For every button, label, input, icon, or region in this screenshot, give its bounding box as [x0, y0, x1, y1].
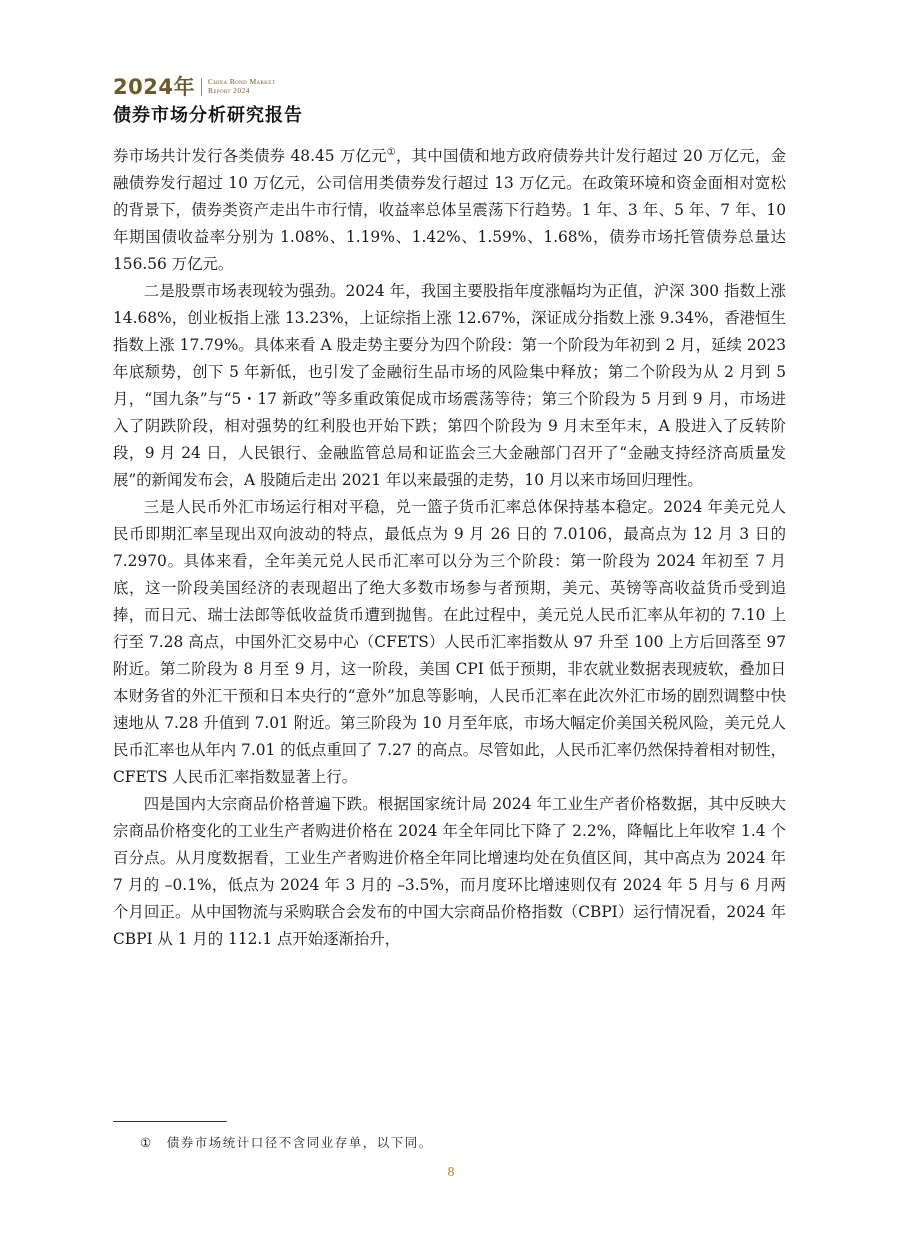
page-header: [113, 72, 303, 127]
footnote-divider: [113, 1121, 227, 1122]
footnote-text: 债券市场统计口径不含同业存单，以下同。: [166, 1135, 433, 1150]
paragraph-bond-market-text: 券市场共计发行各类债券 48.45 万亿元: [113, 147, 387, 165]
footnote-reference[interactable]: ①: [386, 146, 396, 158]
page-number: 8: [447, 1165, 455, 1180]
brand-row: [113, 72, 303, 98]
main-content: [113, 143, 786, 953]
paragraph-bond-market-text-cont: ，其中国债和地方政府债券共计发行超过 20 万亿元，金融债券发行超过 10 万亿元，公司信用类债券发行超过 13 万亿元。在政策环境和资金面相对宽松的背景下，债券类资产走出牛市行情，收益率总体呈震荡下行趋势。1 年、3 年、5 年、7 年、10 年期国债收益率分别为 1.08%、1.19%、1.42%、1.59%、1.68%，债券市场托管债券总量达 156.56 万亿元。: [113, 147, 786, 273]
footnote-mark: ①: [140, 1135, 153, 1150]
header-year: 2024年: [113, 75, 195, 99]
header-divider: [201, 78, 202, 96]
header-brand-en: [208, 78, 275, 95]
footnote: [140, 1133, 433, 1151]
brand-en-line2: Report 2024: [207, 85, 250, 95]
brand-en-line1: China Bond Market: [207, 77, 276, 86]
paragraph-stock-market: 二是股票市场表现较为强劲。2024 年，我国主要股指年度涨幅均为正值，沪深 300 指数上涨 14.68%，创业板指上涨 13.23%，上证综指上涨 12.67%，深证成分指数上涨 9.34%，香港恒生指数上涨 17.79%。具体来看 A 股走势主要分为四个阶段：第一个阶段为年初到 2 月，延续 2023 年底颓势，创下 5 年新低，也引发了金融衍生品市场的风险集中释放；第二个阶段为从 2 月到 5 月，“国九条”与“5・17 新政”等多重政策促成市场震荡等待；第三个阶段为 5 月到 9 月，市场进入了阴跌阶段，相对强势的红利股也开始下跌；第四个阶段为 9 月末至年末，A 股进入了反转阶段，9 月 24 日，人民银行、金融监管总局和证监会三大金融部门召开了“金融支持经济高质量发展”的新闻发布会，A 股随后走出 2021 年以来最强的走势，10 月以来市场回归理性。: [113, 282, 786, 489]
report-title: 债券市场分析研究报告: [113, 105, 303, 126]
paragraph-fx-market: 三是人民币外汇市场运行相对平稳，兑一篮子货币汇率总体保持基本稳定。2024 年美元兑人民币即期汇率呈现出双向波动的特点，最低点为 9 月 26 日的 7.0106，最高点为 12 月 3 日的 7.2970。具体来看，全年美元兑人民币汇率可以分为三个阶段：第一阶段为 2024 年初至 7 月底，这一阶段美国经济的表现超出了绝大多数市场参与者预期，美元、英镑等高收益货币受到追捧，而日元、瑞士法郎等低收益货币遭到抛售。在此过程中，美元兑人民币汇率从年初的 7.10 上行至 7.28 高点，中国外汇交易中心（CFETS）人民币汇率指数从 97 升至 100 上方后回落至 97 附近。第二阶段为 8 月至 9 月，这一阶段，美国 CPI 低于预期，非农就业数据表现疲软，叠加日本财务省的外汇干预和日本央行的“意外”加息等影响，人民币汇率在此次外汇市场的剧烈调整中快速地从 7.28 升值到 7.01 附近。第三阶段为 10 月至年底，市场大幅定价美国关税风险，美元兑人民币汇率也从年内 7.01 的低点重回了 7.27 的高点。尽管如此，人民币汇率仍然保持着相对韧性，CFETS 人民币汇率指数显著上行。: [113, 498, 786, 786]
paragraph-bond-market: [113, 143, 786, 278]
paragraph-commodities: 四是国内大宗商品价格普遍下跌。根据国家统计局 2024 年工业生产者价格数据，其中反映大宗商品价格变化的工业生产者购进价格在 2024 年全年同比下降了 2.2%，降幅比上年收窄 1.4 个百分点。从月度数据看，工业生产者购进价格全年同比增速均处在负值区间，其中高点为 2024 年 7 月的 –0.1%，低点为 2024 年 3 月的 –3.5%，而月度环比增速则仅有 2024 年 5 月与 6 月两个月回正。从中国物流与采购联合会发布的中国大宗商品价格指数（CBPI）运行情况看，2024 年 CBPI 从 1 月的 112.1 点开始逐渐抬升，: [113, 795, 786, 948]
